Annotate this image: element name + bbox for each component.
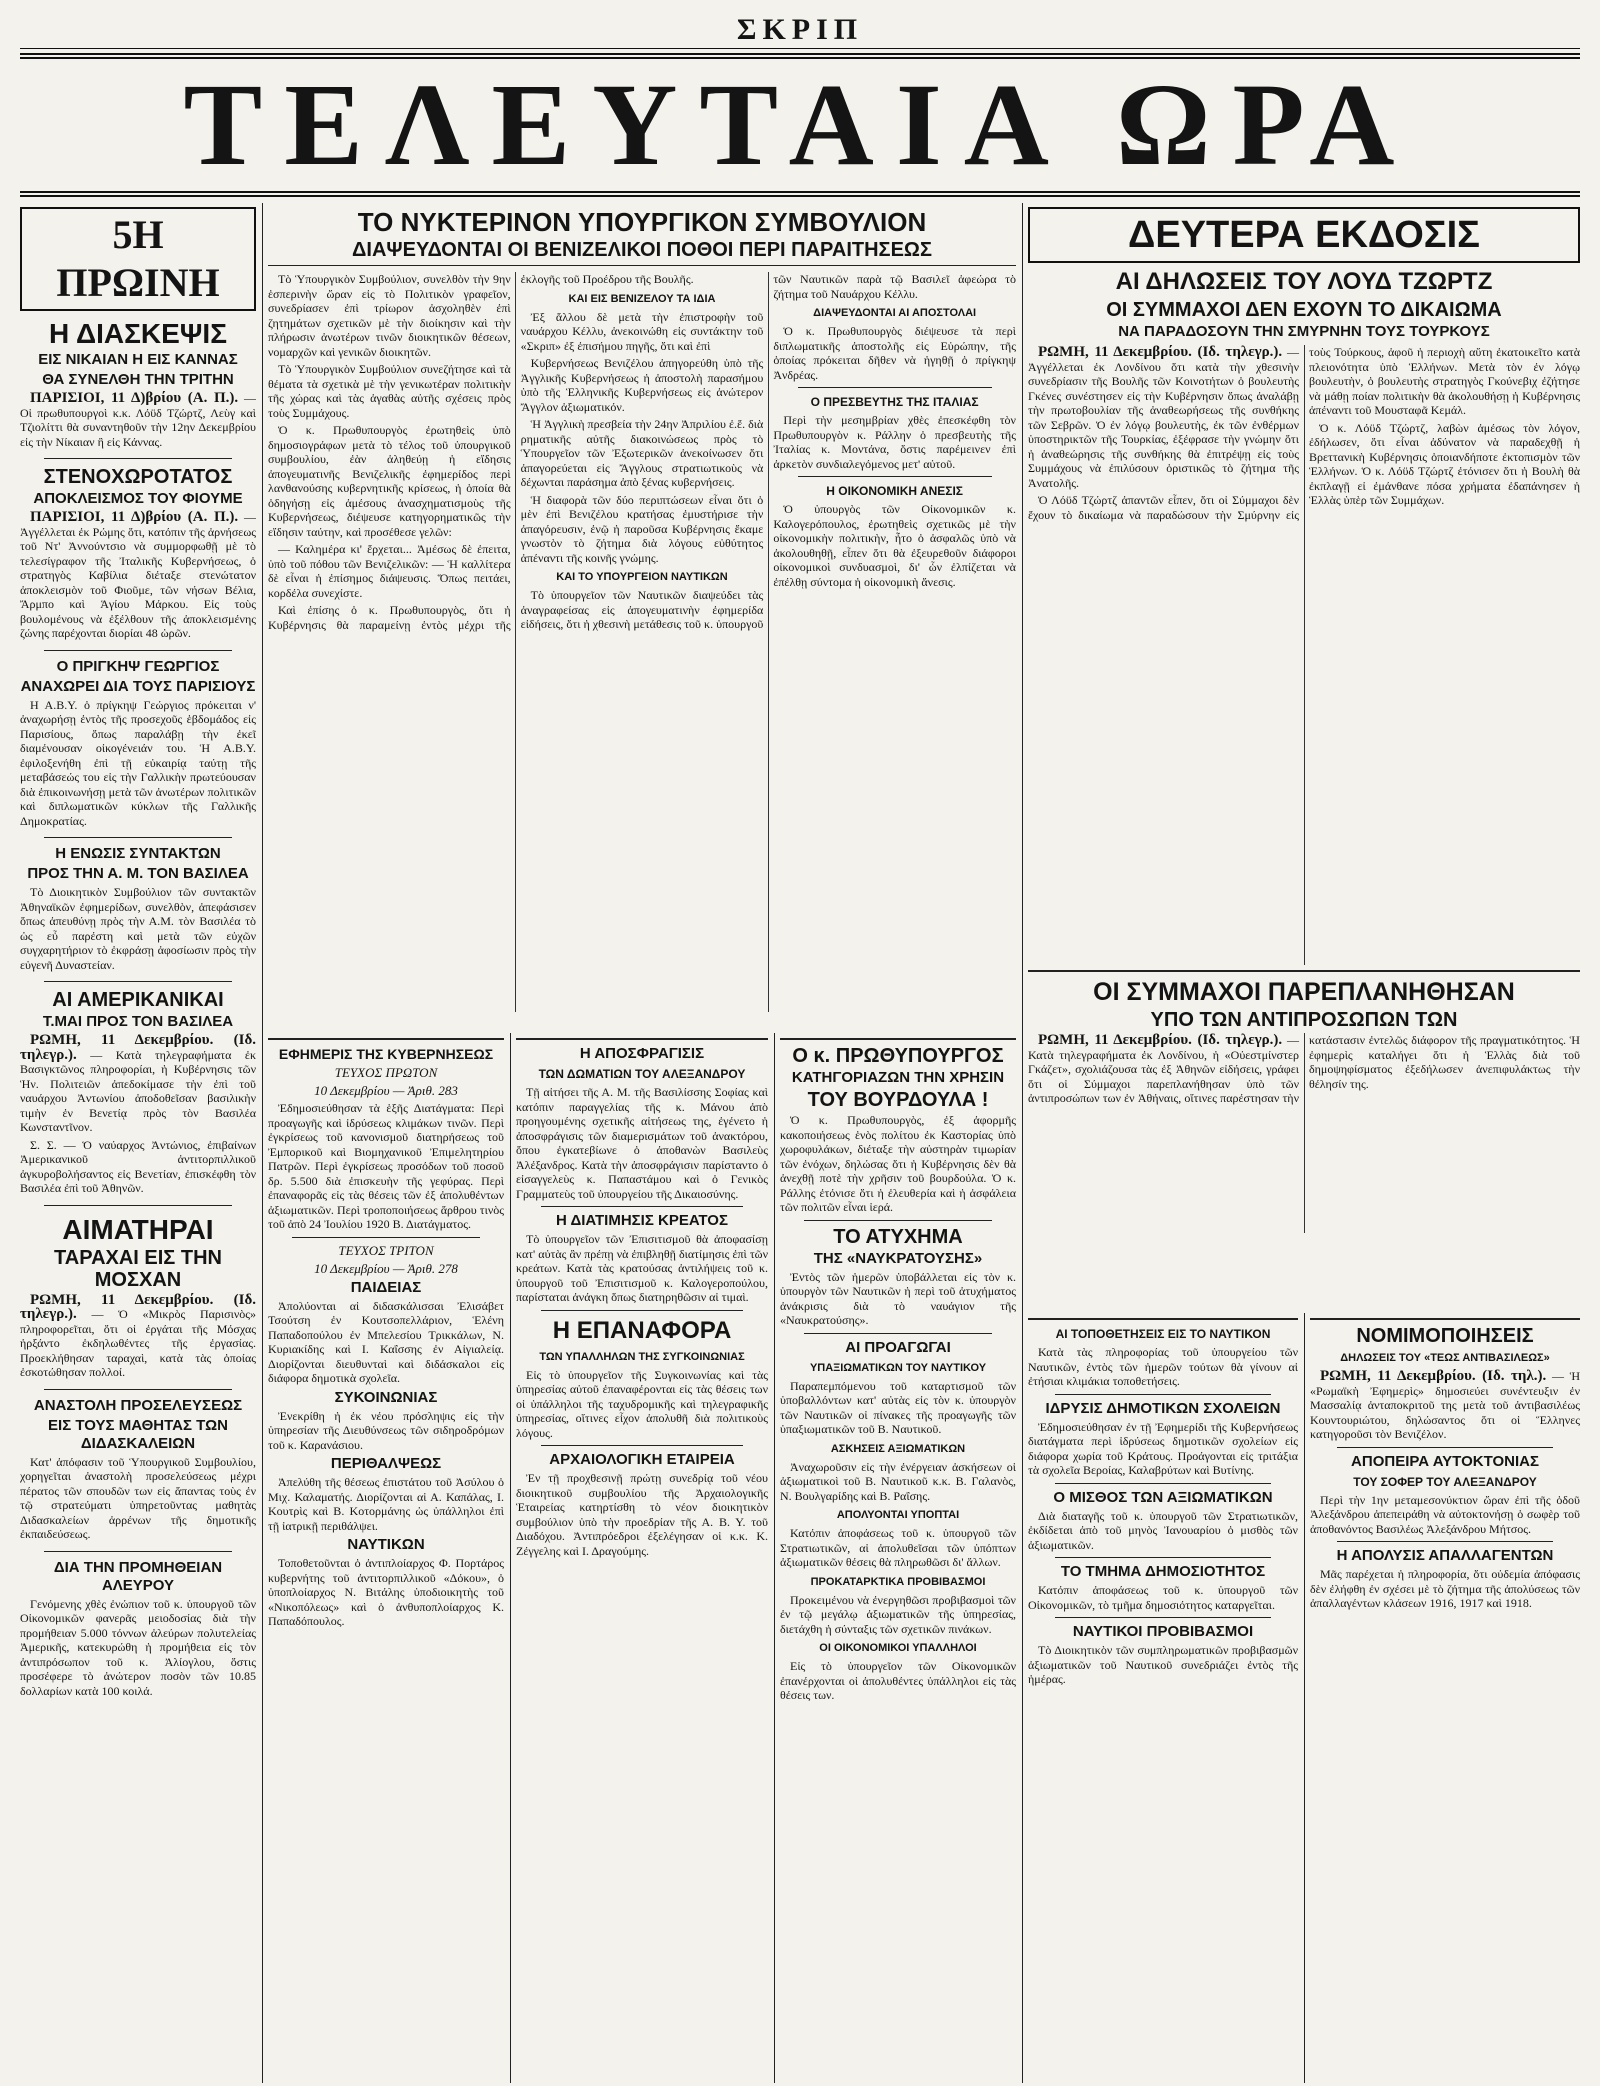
- body-text: Ἀναχωροῦσιν εἰς τὴν ἐνέργειαν ἀσκήσεων οἱ ἀξιωματικοὶ τοῦ Β. Ναυτικοῦ κ.κ. Β. Γαλανὸς, Ν. Βουλγαρίδης καὶ Β. Ραΐσης.: [780, 1459, 1016, 1503]
- headline: ΝΑΥΤΙΚΟΙ ΠΡΟΒΙΒΑΣΜΟΙ: [1072, 1623, 1254, 1640]
- headline: ΙΔΡΥΣΙΣ ΔΗΜΟΤΙΚΩΝ ΣΧΟΛΕΙΩΝ: [1045, 1399, 1281, 1417]
- gazette-column: [268, 1033, 504, 1632]
- editor-note: Σ. Σ. — Ὁ ναύαρχος Ἀντώνιος, ἐπιβαίνων Ἀμερικανικοῦ ἀντιτορπιλλικοῦ ἀγκυροβολήσαντος εἰς Βενετίαν, ἐπισκέφθη τὸν Βασιλέα ἐπὶ τοῦ Ἀθηνῶν.: [20, 1137, 256, 1195]
- article-students: [20, 1395, 256, 1545]
- headline: ΝΟΜΙΜΟΠΟΙΗΣΕΙΣ: [1356, 1325, 1534, 1347]
- dateline: ΡΩΜΗ, 11 Δεκεμβρίου. (Ιδ. τηλεγρ.).: [1038, 344, 1283, 360]
- body-text: — Ἀγγέλλεται ἐκ Ρώμης ὅτι, κατόπιν τῆς ἀρνήσεως τοῦ Ντ' Ἀννούντσιο νὰ συμμορφωθῇ μὲ τὸ τελεσίγραφον τῆς Ἰταλικῆς Κυβερνήσεως, ὁ στρατηγὸς Καβίλια διέταξε στενώτατον ἀποκλεισμὸν τοῦ Φιοῦμε, τῶν νήσων Βέλια, Ἄρμπο καὶ Ἁγίου Μάρκου. Εἰς τοὺς βουλομένους νὰ ἐξέλθουν τῆς ἀποκλεισμένης ζώνης παρέχονται διορίαι 48 ὡρῶν.: [20, 510, 256, 640]
- edition-label: ΔΕΥΤΕΡΑ ΕΚΔΟΣΙΣ: [1028, 207, 1580, 263]
- section-subhead: ΝΑΥΤΙΚΩΝ: [347, 1536, 425, 1553]
- body-text: Τὸ Ὑπουργικὸν Συμβούλιον συνεζήτησε καὶ τὰ θέματα τὰ σχετικὰ μὲ τὴν γενικωτέραν πολιτικὴν τῆς χώρας καὶ τὰς ἀγαθὰς αὐτῆς σχέσεις πρὸς τοὺς Συμμάχους.: [268, 362, 511, 420]
- subheadline: ΕΙΣ ΝΙΚΑΙΑΝ Η ΕΙΣ ΚΑΝΝΑΣ: [38, 351, 238, 368]
- right-top: [1028, 203, 1580, 1303]
- section-subhead: ΚΑΙ ΕΙΣ ΒΕΝΙΖΕΛΟΥ ΤΑ ΙΔΙΑ: [568, 292, 716, 305]
- section-subhead: ΠΕΡΙΘΑΛΨΕΩΣ: [330, 1455, 442, 1472]
- body-text: — Κατὰ τηλεγραφήματα ἐκ Βασιγκτῶνος πληροφορίαι, ἡ Κυβέρνησις τῶν Ἡν. Πολιτειῶν ἀπεδοκίμασε τὴν ἐπὶ τοῦ ναυάρχου Ἀντωνίου ἀποδοθεῖσαν βασιλικὴν τιμὴν ἐν Βενετίᾳ πρὸς τὸν Βασιλέα Κωνσταντῖνον.: [20, 1047, 256, 1134]
- subheadline: ΔΗΛΩΣΕΙΣ ΤΟΥ «ΤΕΩΣ ΑΝΤΙΒΑΣΙΛΕΩΣ»: [1340, 1352, 1550, 1364]
- dateline: ΡΩΜΗ, 11 Δεκεμβρίου. (Ιδ. τηλεγρ.).: [1038, 1032, 1283, 1048]
- body-text: Ἀπολύονται αἱ διδασκάλισσαι Ἐλισάβετ Τσούτση ἐν Κουτσοπελλάριον, Ἑλένη Παπαδοπούλου ἐν Μπελεσίου Τρικκάλων, Ν. Κυριακίδης καὶ Ι. Καΐσσης ἐν Αἰγιαλείᾳ. Διορίζονται διευθυνταὶ καὶ διδάσκαλοι εἰς διάφορα δημοτικὰ σχολεῖα.: [268, 1298, 504, 1385]
- headline: Η ΕΠΑΝΑΦΟΡΑ: [552, 1316, 732, 1344]
- subheadline: Τ.ΜΑΙ ΠΡΟΣ ΤΟΝ ΒΑΣΙΛΕΑ: [42, 1013, 234, 1030]
- body-text: Τῇ αἰτήσει τῆς Α. Μ. τῆς Βασιλίσσης Σοφίας καὶ κατόπιν παραγγελίας τῆς κ. Μάνου ἀπὸ προηγουμένης σχετικῆς αἰτήσεως της, ἐγένετο ἡ ἀποσφράγισις τῶν διαμερισμάτων τοῦ ἀνακτόρου, ὅπου ἐγκατεβίωνε ὁ ἀποθανὼν Βασιλεὺς Ἀλέξανδρος. Κατὰ τὴν ἀποσφράγισιν παρίσταντο ὁ εἰσαγγελεὺς κ. Παπαστάμου καὶ ὁ Γενικὸς Γραμματεὺς τοῦ ὑπουργείου τῆς Δικαιοσύνης.: [516, 1085, 768, 1201]
- headline: Ο ΠΡΙΓΚΗΨ ΓΕΩΡΓΙΟΣ: [56, 657, 220, 675]
- subheadline: ΥΠΟ ΤΩΝ ΑΝΤΙΠΡΟΣΩΠΩΝ ΤΩΝ: [1150, 1009, 1458, 1031]
- subheadline: ΑΝΑΧΩΡΕΙ ΔΙΑ ΤΟΥΣ ΠΑΡΙΣΙΟΥΣ: [20, 677, 256, 695]
- body-text: Ἐντὸς τῶν ἡμερῶν ὑποβάλλεται εἰς τὸν κ. ὑπουργὸν τῶν Ναυτικῶν ἡ περὶ τοῦ ἀτυχήματος ἀνάκρισις διὰ τὸ ναυάγιον τῆς «Ναυκρατούσης».: [780, 1269, 1016, 1327]
- subheadline: ΤΟΥ ΣΟΦΕΡ ΤΟΥ ΑΛΕΞΑΝΔΡΟΥ: [1353, 1474, 1537, 1489]
- body-text: Ὁ κ. Λόϋδ Τζώρτζ, λαβὼν ἀμέσως τὸν λόγον, ἐδήλωσεν, ὅτι εἶναι ἀδύνατον νὰ παραδεχθῇ ἡ Βρεττανικὴ Κυβέρνησις ὁποιανδήποτε ἐκτοπισμὸν τῶν Ἑλλήνων. Ὁ κ. Λόϋδ Τζώρτζ ἐτόνισεν ὅτι ἡ Βουλὴ θὰ ἐκπλαγῇ εἰ ἐμάνθανε πόσα χρήματα ἐδαπάνησεν ἡ Ἑλλὰς ὑπὲρ τῶν Συμμάχων.: [1309, 420, 1580, 507]
- subheadline: ΠΡΟΣ ΤΗΝ Α. Μ. ΤΟΝ ΒΑΣΙΛΕΑ: [27, 865, 249, 882]
- headline: ΑΝΑΣΤΟΛΗ ΠΡΟΣΕΛΕΥΣΕΩΣ: [33, 1396, 243, 1414]
- subheadline: ΤΑΡΑΧΑΙ ΕΙΣ ΤΗΝ ΜΟΣΧΑΝ: [54, 1246, 222, 1291]
- headline: Η ΑΠΟΣΦΡΑΓΙΣΙΣ: [579, 1045, 705, 1062]
- headline: ΑΙΜΑΤΗΡΑΙ: [62, 1213, 214, 1245]
- article-prince: [20, 656, 256, 832]
- headline: ΤΟ ΤΜΗΜΑ ΔΗΜΟΣΙΟΤΗΤΟΣ: [1060, 1563, 1266, 1580]
- dateline: ΡΩΜΗ, 11 Δεκεμβρίου. (Ιδ. τηλεγρ.).: [20, 1291, 256, 1322]
- paper-name: ΣΚΡΙΠ: [736, 13, 864, 46]
- headline: Η ΔΙΑΤΙΜΗΣΙΣ ΚΡΕΑΤΟΣ: [556, 1212, 728, 1229]
- subheadline: ΚΑΤΗΓΟΡΙΑΖΩΝ ΤΗΝ ΧΡΗΣΙΝ: [791, 1069, 1005, 1086]
- article-moscow: [20, 1211, 256, 1383]
- main-headline: ΤΟ ΝΥΚΤΕΡΙΝΟΝ ΥΠΟΥΡΓΙΚΟΝ ΣΥΜΒΟΥΛΙΟΝ: [357, 207, 927, 237]
- subheadline: ΟΙ ΣΥΜΜΑΧΟΙ ΔΕΝ ΕΧΟΥΝ ΤΟ ΔΙΚΑΙΩΜΑ: [1106, 299, 1502, 321]
- issue-label: ΤΕΥΧΟΣ ΠΡΩΤΟΝ: [334, 1065, 438, 1080]
- body-text: Ὁ κ. Πρωθυπουργὸς, ἐξ ἀφορμῆς κακοποιήσεως ἑνὸς πολίτου ἐκ Καστορίας ὑπὸ χωροφυλάκων, διέταξε τὴν αὐστηρὰν τιμωρίαν τῶν ἐνόχων, δηλώσας ὅτι ἡ Κυβέρνησις δὲν θὰ ἀνεχθῇ ποτὲ τὴν χρῆσιν τοῦ βουρδούλα. Ὁ κ. Ράλλης ἐτόνισε ὅτι ἡ ἐλευθερία καὶ ἡ ἀσφάλεια τῶν πολιτῶν εἶναι ἱερά.: [780, 1113, 1016, 1214]
- body-text: Ἡ διαφορὰ τῶν δύο περιπτώσεων εἶναι ὅτι ὁ μὲν ἐπὶ Βενιζέλου κρατήσας ἐμυστήρισε τὴν ἀπαγόρευσιν, ἐνῷ ἡ παροῦσα Κυβέρνησις ἔκαμε γνωστὸν τὸ ζήτημα διὰ λόγους εὐθύτητος ἀπέναντι τῆς κοινῆς γνώμης.: [520, 492, 764, 565]
- body-text: Ὁ Λόϋδ Τζώρτζ ἀπαντῶν εἶπεν, ὅτι οἱ Σύμμαχοι δὲν ἔχουν τὸ δικαίωμα νὰ παραδώσουν τὴν Σμύρνην εἰς τοὺς Τούρκους, ἀφοῦ ἡ περιοχὴ αὕτη ἐκατοικεῖτο κατὰ πλειονότητα ὑπὸ Ἑλλήνων. Μετὰ τὸν ἐν λόγῳ βουλευτὴν, ὁ βουλευτὴς στρατηγὸς Γκούνεβιχ ἐζήτησε νὰ μάθῃ ποίαν πολιτικὴν θὰ ἀκολουθήσῃ ἡ Κυβέρνησις ἀπέναντι τοῦ Μουσταφᾶ Κεμάλ.: [1028, 345, 1580, 522]
- body-text: — Ὁ «Μικρὸς Παρισινὸς» πληροφορεῖται, ὅτι οἱ ἐργάται τῆς Μόσχας ἠρξάντο ἐκδηλωθέντες τῆς ἐργασίας. Προεκλήθησαν ταραχαὶ, κατὰ τὰς ὁποίας ἐσκοτώθησαν πολλοί.: [20, 1307, 256, 1379]
- section-subhead: ΠΑΙΔΕΙΑΣ: [350, 1278, 422, 1296]
- headline: ΤΟ ΑΤΥΧΗΜΑ: [833, 1225, 963, 1248]
- body-text: Ἡ Ἀγγλικὴ πρεσβεία τὴν 24ην Ἀπριλίου ἐ.ἔ. διὰ ρηματικῆς αὐτῆς διακοινώσεως πρὸς τὸ Ὑπουργεῖον τῶν Ἐξωτερικῶν ἀνεκοίνωσεν ὅτι ἀπαγορεύεται εἰς Ἄγγλους στρατιωτικοὺς νὰ δέχωνται παράσημα ἀπὸ ξένας κυβερνήσεις.: [520, 417, 764, 489]
- body-text: Καὶ ἐπίσης ὁ κ. Πρωθυπουργὸς, ὅτι ἡ Κυβέρνησις θὰ παραμείνῃ ἐντὸς μέχρι τῆς ἐκλογῆς τοῦ Προέδρου τῆς Βουλῆς.: [268, 272, 694, 632]
- section-subhead: ΔΙΑΨΕΥΔΟΝΤΑΙ ΑΙ ΑΠΟΣΤΟΛΑΙ: [813, 307, 977, 319]
- body-text: Ἐξ ἄλλου δὲ μετὰ τὴν ἐπιστροφὴν τοῦ ναυάρχου Κέλλυ, ἀνεκοινώθη εἰς συντάκτην τοῦ «Σκριπ» ἐξ ἐπισήμου πηγῆς, ὅτι καὶ ἐπὶ: [520, 309, 764, 353]
- headline: ΑΡΧΑΙΟΛΟΓΙΚΗ ΕΤΑΙΡΕΙΑ: [549, 1451, 735, 1468]
- body-text: Τοποθετοῦνται ὁ ἀντιπλοίαρχος Φ. Πορτάρος κυβερνήτης τοῦ ἀντιτορπιλλικοῦ «Δόκου», ὁ ὑποπλοίαρχος Ν. Βιτάλης ὑποδιοικητὴς τοῦ «Νικοπόλεως» καὶ ὁ ἀνθυποπλοίαρχος Κ. Παπαδόπουλος.: [268, 1556, 504, 1628]
- subheadline: ΑΠΟΚΛΕΙΣΜΟΣ ΤΟΥ ΦΙΟΥΜΕ: [33, 490, 243, 507]
- body-text: Περὶ τὴν 1ην μεταμεσονύκτιον ὥραν ἐπὶ τῆς ὁδοῦ Ἀλεξάνδρου ἀπεπειράθη νὰ αὐτοκτονήσῃ ὁ σωφὲρ τοῦ ἀποθανόντος Βασιλέως Ἀλεξάνδρου Μήτσος.: [1310, 1492, 1580, 1536]
- subheadline: ΘΑ ΣΥΝΕΛΘΗ ΤΗΝ ΤΡΙΤΗΝ: [42, 371, 234, 388]
- body-text: Κυβερνήσεως Βενιζέλου ἀπηγορεύθη ὑπὸ τῆς Ἀγγλικῆς Κυβερνήσεως ἡ ἀποστολὴ παρασήμου ὑπὸ τῆς Ἑλληνικῆς Κυβερνήσεως εἰς ἀνώτερον Ἄγγλον ἀξιωματικόν.: [520, 356, 764, 414]
- subheadline: ΤΩΝ ΔΩΜΑΤΙΩΝ ΤΟΥ ΑΛΕΞΑΝΔΡΟΥ: [538, 1067, 746, 1081]
- dateline: ΠΑΡΙΣΙΟΙ, 11 Δ)βρίου (Α. Π.).: [30, 390, 239, 406]
- subheadline: ΝΑ ΠΑΡΑΔΟΣΟΥΝ ΤΗΝ ΣΜΥΡΝΗΝ ΤΟΥΣ ΤΟΥΡΚΟΥΣ: [1118, 323, 1490, 340]
- article-fiume: [20, 464, 256, 644]
- body-text: Ἀπελύθη τῆς θέσεως ἐπιστάτου τοῦ Ἀσύλου ὁ Μιχ. Καλαματής. Διορίζονται αἱ Α. Καπάλας, Ι. Κουτρὶς καὶ Β. Κοτορμάνης ὡς ὑπάλληλοι ἐπὶ τῇ ἰατρικῇ περιθάλψει.: [268, 1475, 504, 1533]
- body-text: Ἐδημοσιεύθησαν ἐν τῇ Ἐφημερίδι τῆς Κυβερνήσεως διατάγματα περὶ ἱδρύσεως δημοτικῶν σχολείων εἰς διάφορα χωρία τοῦ Κράτους. Προάγονται εἰς τριτάξια τὰ σχολεῖα Βεροίας, Καλαβρύτων καὶ Βυτίνης.: [1028, 1419, 1298, 1477]
- headline: ΣΤΕΝΟΧΩΡΟΤΑΤΟΣ: [43, 466, 233, 488]
- body-text: — Καλημέρα κι' ἔρχεται... Ἀμέσως δὲ ἐπειτα, ὑπὸ τοῦ πόθου τῶν Βενιζελικῶν: — Ἡ καλλίτερα δὲ εἶναι ἡ ἐπίσημος διάψευσις. Ὅπως πειτάει, κορδέλα συνεχίστε.: [268, 542, 511, 600]
- issue-date: 10 Δεκεμβρίου — Ἀριθ. 278: [314, 1260, 458, 1276]
- body-text: Ἐνεκρίθη ἡ ἐκ νέου πρόσληψις εἰς τὴν ὑπηρεσίαν τῆς Διευθύνσεως τῶν σιδηροδρόμων τοῦ κ. Καρανάσιου.: [268, 1408, 504, 1452]
- main-article-body: [268, 272, 1016, 1012]
- body-text: Ὁ κ. Πρωθυπουργὸς διέψευσε τὰ περὶ διπλωματικῆς ἀποστολῆς εἰς Εὐρώπην, τῆς ὁποίας πρόκειται δῆθεν νὰ ἡγηθῇ ὁ πρίγκηψ Ἀνδρέας.: [773, 324, 1016, 382]
- dateline: ΠΑΡΙΣΙΟΙ, 11 Δ)βρίου (Α. Π.).: [30, 509, 239, 525]
- subheadline: ΕΙΣ ΤΟΥΣ ΜΑΘΗΤΑΣ ΤΩΝ ΔΙΔΑΣΚΑΛΕΙΩΝ: [48, 1416, 228, 1452]
- banner-title: ΤΕΛΕΥΤΑΙΑ ΩΡΑ: [20, 53, 1580, 197]
- body-text: Κατ' ἀπόφασιν τοῦ Ὑπουργικοῦ Συμβουλίου, χορηγεῖται ἀναστολὴ προσελεύσεως μέχρι πέρατος τῶν σπουδῶν των εἰς ἅπαντας τοὺς ἐν τῷ στρατεύματι ὑπηρετοῦντας μαθητὰς Διδασκαλείων ἀρρένων τῆς δημοτικῆς ἐκπαιδεύσεως.: [20, 1454, 256, 1541]
- body-text: Κατὰ τὰς πληροφορίας τοῦ ὑπουργείου τῶν Ναυτικῶν, ἐντὸς τῶν ἡμερῶν τούτων θὰ γίνουν αἱ ἐτήσιαι κλιμάκια τοποθετήσεις.: [1028, 1345, 1298, 1388]
- article-conference: [20, 315, 256, 452]
- body-text: Μᾶς παρέχεται ἡ πληροφορία, ὅτι οὐδεμία ἀπόφασις δὲν ἐλήφθη ἐν σχέσει μὲ τὸ ζήτημα τῆς ἀπολύσεως τῶν ἀπαλλαγέντων κλάσεων 1916, 1917 καὶ 1918.: [1310, 1567, 1580, 1610]
- dateline: ΡΩΜΗ, 11 Δεκεμβρίου. (Ιδ. τηλ.).: [1320, 1368, 1547, 1384]
- main-subheadline: ΔΙΑΨΕΥΔΟΝΤΑΙ ΟΙ ΒΕΝΙΖΕΛΙΚΟΙ ΠΟΘΟΙ ΠΕΡΙ ΠΑΡΑΙΤΗΣΕΩΣ: [268, 239, 1016, 266]
- headline: Η ΑΠΟΛΥΣΙΣ ΑΠΑΛΛΑΓΕΝΤΩΝ: [1336, 1547, 1554, 1564]
- body-text: Τὸ Διοικητικὸν τῶν συμπληρωματικῶν προβιβασμῶν ἀξιωματικῶν τοῦ Ναυτικοῦ συνεδριάζει ἐντὸς τῆς ἡμέρας.: [1028, 1643, 1298, 1686]
- center-top: [268, 203, 1016, 1023]
- body-text: Προκειμένου νὰ ἐνεργηθῶσι προβιβασμοὶ τῶν ἐν τῷ μεγάλῳ ἀξιωματικῶν τῆς ὑπηρεσίας, διετάχθη ἡ σύνταξις τῶν σχετικῶν πινάκων.: [780, 1592, 1016, 1636]
- headline: ΑΙ ΤΟΠΟΘΕΤΗΣΕΙΣ ΕΙΣ ΤΟ ΝΑΥΤΙΚΟΝ: [1055, 1327, 1271, 1341]
- headline: Η ΕΝΩΣΙΣ ΣΥΝΤΑΚΤΩΝ: [55, 845, 221, 862]
- headline: ΑΙ ΔΗΛΩΣΕΙΣ ΤΟΥ ΛΟΥΔ ΤΖΩΡΤΖ: [1115, 268, 1493, 295]
- headline: ΔΙΑ ΤΗΝ ΠΡΟΜΗΘΕΙΑΝ ΑΛΕΥΡΟΥ: [53, 1558, 223, 1594]
- body-text: — Ἡ «Ρωμαϊκὴ Ἐφημερὶς» δημοσιεύει συνέντευξιν ἐν Μασσαλίᾳ ἀνταποκριτοῦ της μετὰ τοῦ ἀντιβασιλέως Κουντουριώτου, δηλώσαντος ὅτι οἱ Ἕλληνες κατηγοροῦσι τὸν Βενιζέλον.: [1310, 1369, 1580, 1441]
- headline: ΕΦΗΜΕΡΙΣ ΤΗΣ ΚΥΒΕΡΝΗΣΕΩΣ: [278, 1046, 494, 1062]
- allies-article-body: [1028, 1033, 1580, 1233]
- subheadline: ΥΠΑΞΙΩΜΑΤΙΚΩΝ ΤΟΥ ΝΑΥΤΙΚΟΥ: [809, 1361, 987, 1374]
- article-american: [20, 987, 256, 1199]
- subheadline: ΤΗΣ «ΝΑΥΚΡΑΤΟΥΣΗΣ»: [813, 1249, 983, 1267]
- body-text: Η Α.Β.Υ. ὁ πρίγκηψ Γεώργιος πρόκειται ν' ἀναχωρήσῃ ἐντὸς τῆς προσεχοῦς ἑβδομάδος εἰς Παρισίους, ὅπως παραλάβῃ τὴν ἐκεῖ διαμένουσαν οἰκογένειάν του. Ἡ Α.Β.Υ. ἐφιλοξενήθη ἐπὶ τῇ εὐκαιρίᾳ ταύτῃ τῆς μεταβάσεώς του εἰς τὴν Γαλλικὴν πρωτεύουσαν διὰ ἐπικοινωνήσῃ μετὰ τῶν ἀνωτέρων πολιτικῶν καὶ διπλωματικῶν κύκλων τῆς Γαλλικῆς Δημοκρατίας.: [20, 697, 256, 828]
- body-text: Τὸ Ὑπουργικὸν Συμβούλιον, συνελθὸν τὴν 9ην ἑσπερινὴν ὥραν εἰς τὸ Πολιτικὸν γραφεῖον, συνεδρίασεν ἐπὶ τρίωρον ἀσχοληθὲν ἐπὶ ζητημάτων σχετικῶν μὲ τὴν διοίκησιν καὶ τὴν πλήρωσιν ἀνωτέρων τινῶν διοικητικῶν θέσεων, νομαρχῶν καὶ γενικῶν διοικητῶν.: [268, 272, 511, 359]
- body-text: Ὁ κ. Πρωθυπουργὸς ἐρωτηθεὶς ὑπὸ δημοσιογράφων μετὰ τὸ τέλος τοῦ ὑπουργικοῦ συμβουλίου, ἐὰν ἀληθεύῃ ἡ εἴδησις ἀπογευματινῆς Βενιζελικῆς ἐφημερίδος περὶ λανθανούσης κυβερνητικῆς κρίσεως, ἡ ὁποία θὰ ὁδηγήσῃ εἰς ἀμέσους ἀνασχηματισμοὺς τῆς Κυβερνήσεως, διέψευσε κατηγορηματικῶς τὴν εἴδησιν ταύτην, καὶ προσέθεσε γελῶν:: [268, 423, 511, 539]
- section-subhead: ΚΑΙ ΤΟ ΥΠΟΥΡΓΕΙΟΝ ΝΑΥΤΙΚΩΝ: [556, 571, 728, 583]
- headline: ΑΙ ΑΜΕΡΙΚΑΝΙΚΑΙ: [52, 989, 224, 1011]
- pm-column: [780, 1033, 1016, 1706]
- headline: ΑΠΟΛΥΟΝΤΑΙ ΥΠΟΠΤΑΙ: [836, 1509, 960, 1521]
- body-text: — Κατὰ τηλεγραφήματα ἐκ Λονδίνου, ἡ «Οὐεστμίνστερ Γκάζετ», σχολιάζουσα τὰς ἐξ Ἀθηνῶν εἰδήσεις, γράφει ὅτι οἱ Σύμμαχοι παρεπλανήθησαν ὑπὸ τῶν ἀντιπροσώπων των ἐν Ἀθήναις, οἵτινες παρέστησαν τὴν κατάστασιν ἐντελῶς διάφορον τῆς πραγματικότητος. Ἡ ἐφημερὶς καταλήγει ὅτι ἡ Ἑλλὰς διὰ τοῦ δημοψηφίσματος ἐξεδήλωσεν ἀνεπιφυλάκτως τὴν θέλησίν της.: [1028, 1033, 1580, 1105]
- article-union: [20, 843, 256, 975]
- newspaper-page: [20, 0, 1580, 2074]
- article-flour: [20, 1557, 256, 1702]
- headline: ΑΠΟΠΕΙΡΑ ΑΥΤΟΚΤΟΝΙΑΣ: [1351, 1452, 1539, 1470]
- headline: ΠΡΟΚΑΤΑΡΚΤΙΚΑ ΠΡΟΒΙΒΑΣΜΟΙ: [810, 1575, 986, 1588]
- column-left: [20, 203, 256, 1707]
- subheadline: ΤΩΝ ΥΠΑΛΛΗΛΩΝ ΤΗΣ ΣΥΓΚΟΙΝΩΝΙΑΣ: [539, 1350, 745, 1363]
- headline: ΟΙ ΣΥΜΜΑΧΟΙ ΠΑΡΕΠΛΑΝΗΘΗΣΑΝ: [1093, 978, 1515, 1006]
- section-subhead: ΣΥΚΟΙΝΩΝΙΑΣ: [334, 1388, 438, 1406]
- body-text: Κατόπιν ἀποφάσεως τοῦ κ. ὑπουργοῦ τῶν Στρατιωτικῶν, αἱ ἀπολυθεῖσαι τῶν ὑπόπτων ἀξιωματικῶν θέσεις θὰ πληρωθῶσι δι' ἄλλων.: [780, 1526, 1016, 1569]
- headline: Ο ΜΙΣΘΟΣ ΤΩΝ ΑΞΙΩΜΑΤΙΚΩΝ: [1053, 1488, 1273, 1506]
- body-text: Τὸ Διοικητικὸν Συμβούλιον τῶν συντακτῶν Ἀθηναϊκῶν ἐφημερίδων, συνελθὸν, ἀπεφάσισεν ὅπως ἀπευθύνῃ πρὸς τὴν Α.Μ. τὸν Βασιλέα τὸ ὡς εὖ παρέστη καὶ μετὰ τῶν εὐχῶν συγχαρητήριον τὸ ἐκφράσῃ ἀφοσίωσιν πρὸς τὴν εὐγενῆ Δυναστείαν.: [20, 885, 256, 972]
- requisition-column: [516, 1033, 768, 1561]
- body-text: Εἰς τὸ ὑπουργεῖον τῶν Οἰκονομικῶν ἐπανέρχονται οἱ ἀπολυθέντες ὑπάλληλοι εἰς τὰς θέσεις των.: [780, 1659, 1016, 1702]
- body-text: — Ἀγγέλλεται ἐκ Λονδίνου ὅτι κατὰ τὴν χθεσινὴν συνεδρίασιν τῆς Βουλῆς τῶν Κοινοτήτων ὁ βουλευτὴς Γκένες συνέστησεν εἰς τὴν Κυβέρνησιν ὅπως ἀναλάβῃ τὴν πρωτοβουλίαν τῆς ἀναθεωρήσεως τῆς συνθήκης τῶν Σεβρῶν. Ὁ ἐν λόγῳ βουλευτὴς, ἐκ τῶν ἐνθέρμων ὑποστηρικτῶν τῆς Τουρκίας, ἐξέφρασε τὴν γνώμην ὅτι ἡ ἀναθεώρησις τῆς συνθήκης θὰ ἐπιτρέψῃ εἰς τοὺς Συμμάχους νὰ ἐπιλύσουν ὁριστικῶς τὸ ζήτημα τῆς Ἀνατολῆς.: [1028, 345, 1299, 490]
- headline: ΑΣΚΗΣΕΙΣ ΑΞΙΩΜΑΤΙΚΩΝ: [830, 1442, 966, 1455]
- headline: Η ΔΙΑΣΚΕΨΙΣ: [48, 318, 228, 349]
- right-bottom-right: [1310, 1313, 1580, 1614]
- body-text: Ὁ ὑπουργὸς τῶν Οἰκονομικῶν κ. Καλογερόπουλος, ἐρωτηθεὶς σχετικῶς μὲ τὴν οἰκονομικὴν πολιτικὴν, ἦτο ὁ ἀσφαλῶς ὑπὸ νὰ ἀκολουθηθῇ, εἶπεν ὅτι θὰ ἐξευρεθοῦν διάφοροι οἰκονομικοὶ συνδυασμοὶ, δι' ὧν ἐλπίζεται νὰ ἐπέλθῃ σύντομα ἡ οἰκονομικὴ ἄνεσις.: [773, 502, 1016, 589]
- edition-label: 5Η ΠΡΩΙΝΗ: [20, 207, 256, 311]
- article-grid: [20, 203, 1580, 2083]
- issue-date: 10 Δεκεμβρίου — Ἀριθ. 283: [314, 1083, 458, 1098]
- dateline: ΡΩΜΗ, 11 Δεκεμβρίου. (Ιδ. τηλεγρ.).: [20, 1032, 256, 1063]
- body-text: Γενόμενης χθὲς ἐνώπιον τοῦ κ. ὑπουργοῦ τῶν Οἰκονομικῶν φανερᾶς μειοδοσίας διὰ τὴν προμήθειαν 5.000 τόννων ἀλεύρων πολυτελείας Ἀμερικῆς, κατεκυρώθη ἡ προμήθεια εἰς τὸν ἀντιπρόσωπον τοῦ κ. Ἀλίογλου, ὅστις προσέφερε τὸ ἀνώτερον ποσὸν τῶν 10.85 δολλαρίων κατὰ 100 κοιλά.: [20, 1596, 256, 1698]
- headline: Η ΟΙΚΟΝΟΜΙΚΗ ΑΝΕΣΙΣ: [826, 484, 964, 498]
- body-text: Ἐδημοσιεύθησαν τὰ ἑξῆς Διατάγματα: Περὶ προαγωγῆς καὶ ἰδρύσεως κλιμάκων τινῶν. Περὶ ἐγκρίσεως τοῦ κανονισμοῦ διατηρήσεως τοῦ Ἐμπορικοῦ καὶ Βιομηχανικοῦ Ἐπιμελητηρίου Πατρῶν. Περὶ ἐγκρίσεως προσόδων τοῦ ποσοῦ δρ. 5.500 διὰ ἐπισκευὴν τῆς γεφύρας. Περὶ ἐπαναφορᾶς εἰς τὰς θέσεις τῶν ἐξ ἀπολυθέντων ἀξιωματικῶν. Περὶ τροποποιήσεως ἄρθρου τινὸς τοῦ ἀπὸ 24 Ἰουλίου 1920 Β. Διατάγματος.: [268, 1101, 504, 1231]
- body-text: Παραπεμπόμενου τοῦ καταρτισμοῦ τῶν ὑποβαλλόντων κατ' αὐτὰς εἰς τὸν κ. ὑπουργὸν τῶν Ναυτικῶν οἱ πίνακες τῆς προαγωγῆς τῶν ὑπαξιωματικῶν τοῦ Β. Ναυτικοῦ.: [780, 1378, 1016, 1436]
- body-text: Περὶ τὴν μεσημβρίαν χθὲς ἐπεσκέφθη τὸν Πρωθυπουργὸν κ. Ράλλην ὁ πρεσβευτὴς τῆς Ἰταλίας κ. Μοντάνα, ὅστις παρέμεινεν ἐπὶ ἀρκετὸν συνδιαλεγόμενος μετ' αὐτοῦ.: [773, 413, 1016, 471]
- headline: ΑΙ ΠΡΟΑΓΩΓΑΙ: [845, 1338, 951, 1356]
- right-bottom-left: [1028, 1313, 1298, 1690]
- headline: ΟΙ ΟΙΚΟΝΟΜΙΚΟΙ ΥΠΑΛΛΗΛΟΙ: [819, 1642, 977, 1654]
- body-text: Διὰ διαταγῆς τοῦ κ. ὑπουργοῦ τῶν Στρατιωτικῶν, ἐκδίδεται ἀπὸ τοῦ μηνὸς Ἰανουαρίου ὁ μισθὸς τῶν ἀξιωματικῶν.: [1028, 1508, 1298, 1552]
- headline: Ο κ. ΠΡΩΘΥΠΟΥΡΓΟΣ: [792, 1045, 1004, 1067]
- body-text: Κατόπιν ἀποφάσεως τοῦ κ. ὑπουργοῦ τῶν Οἰκονομικῶν, τὸ τμῆμα δημοσιότητος καταργεῖται.: [1028, 1583, 1298, 1612]
- body-text: Εἰς τὸ ὑπουργεῖον τῆς Συγκοινωνίας καὶ τὰς ὑπηρεσίας αὐτοῦ ἐπαναφέρονται εἰς τὰς θέσεις των οἱ ὑπάλληλοι τῆς ταχυδρομικῆς καὶ τηλεγραφικῆς ὑπηρεσίας, οἵτινες εἶχον ἀπολυθῆ διὰ πολιτικοὺς λόγους.: [516, 1367, 768, 1440]
- body-text: — Οἱ πρωθυπουργοὶ κ.κ. Λόϋδ Τζώρτζ, Λεὺγ καὶ Τζιολίττι θὰ συναντηθοῦν τὴν 12ην Δεκεμβρίου εἰς τὴν Νίκαιαν ἢ εἰς Κάννας.: [20, 391, 256, 449]
- issue-label: ΤΕΥΧΟΣ ΤΡΙΤΟΝ: [338, 1242, 434, 1258]
- subheadline: ΤΟΥ ΒΟΥΡΔΟΥΛΑ !: [807, 1089, 989, 1111]
- right-article-body: [1028, 345, 1580, 965]
- body-text: Τὸ ὑπουργεῖον τῶν Ἐπισιτισμοῦ θὰ ἀποφασίσῃ κατ' αὐτὰς ἂν πρέπῃ νὰ ἐπιβληθῇ διατίμησις ἐπὶ τῶν κρεάτων. Κατὰ τὰς κρατούσας ἀντιλήψεις τοῦ κ. ὑπουργοῦ τοῦ Ἐπισιτισμοῦ κ. Καλογεροπούλου, παρίσταται ἀνάγκη ὅπως διατηρηθῶσιν αἱ τιμαὶ.: [516, 1232, 768, 1304]
- headline: Ο ΠΡΕΣΒΕΥΤΗΣ ΤΗΣ ΙΤΑΛΙΑΣ: [810, 395, 979, 409]
- body-text: Τὸ ὑπουργεῖον τῶν Ναυτικῶν διαψεύδει τὰς ἀναγραφείσας εἰς ἀπογευματινὴν ἐφημερίδα εἰδήσεις, ὅτι ἡ χθεσινὴ μετάθεσις τοῦ κ. ὑπουργοῦ τῶν Ναυτικῶν παρὰ τῷ Βασιλεῖ ἀφεώρα τὸ ζήτημα τοῦ Ναυάρχου Κέλλυ.: [520, 272, 1016, 631]
- body-text: Ἐν τῇ προχθεσινῇ πρώτῃ συνεδρίᾳ τοῦ νέου διοικητικοῦ συμβουλίου τῆς Ἀρχαιολογικῆς Ἑταιρείας κατηρτίσθη τὸ νέον διοικητικὸν συμβούλιον ὑπὸ τὴν προεδρίαν τῆς Α. Β. Υ. τοῦ Διαδόχου. Ἀντιπρόεδροι ἐξελέγησαν οἱ κ.κ. Κ. Ζέγγελης καὶ Ι. Δραγούμης.: [516, 1471, 768, 1558]
